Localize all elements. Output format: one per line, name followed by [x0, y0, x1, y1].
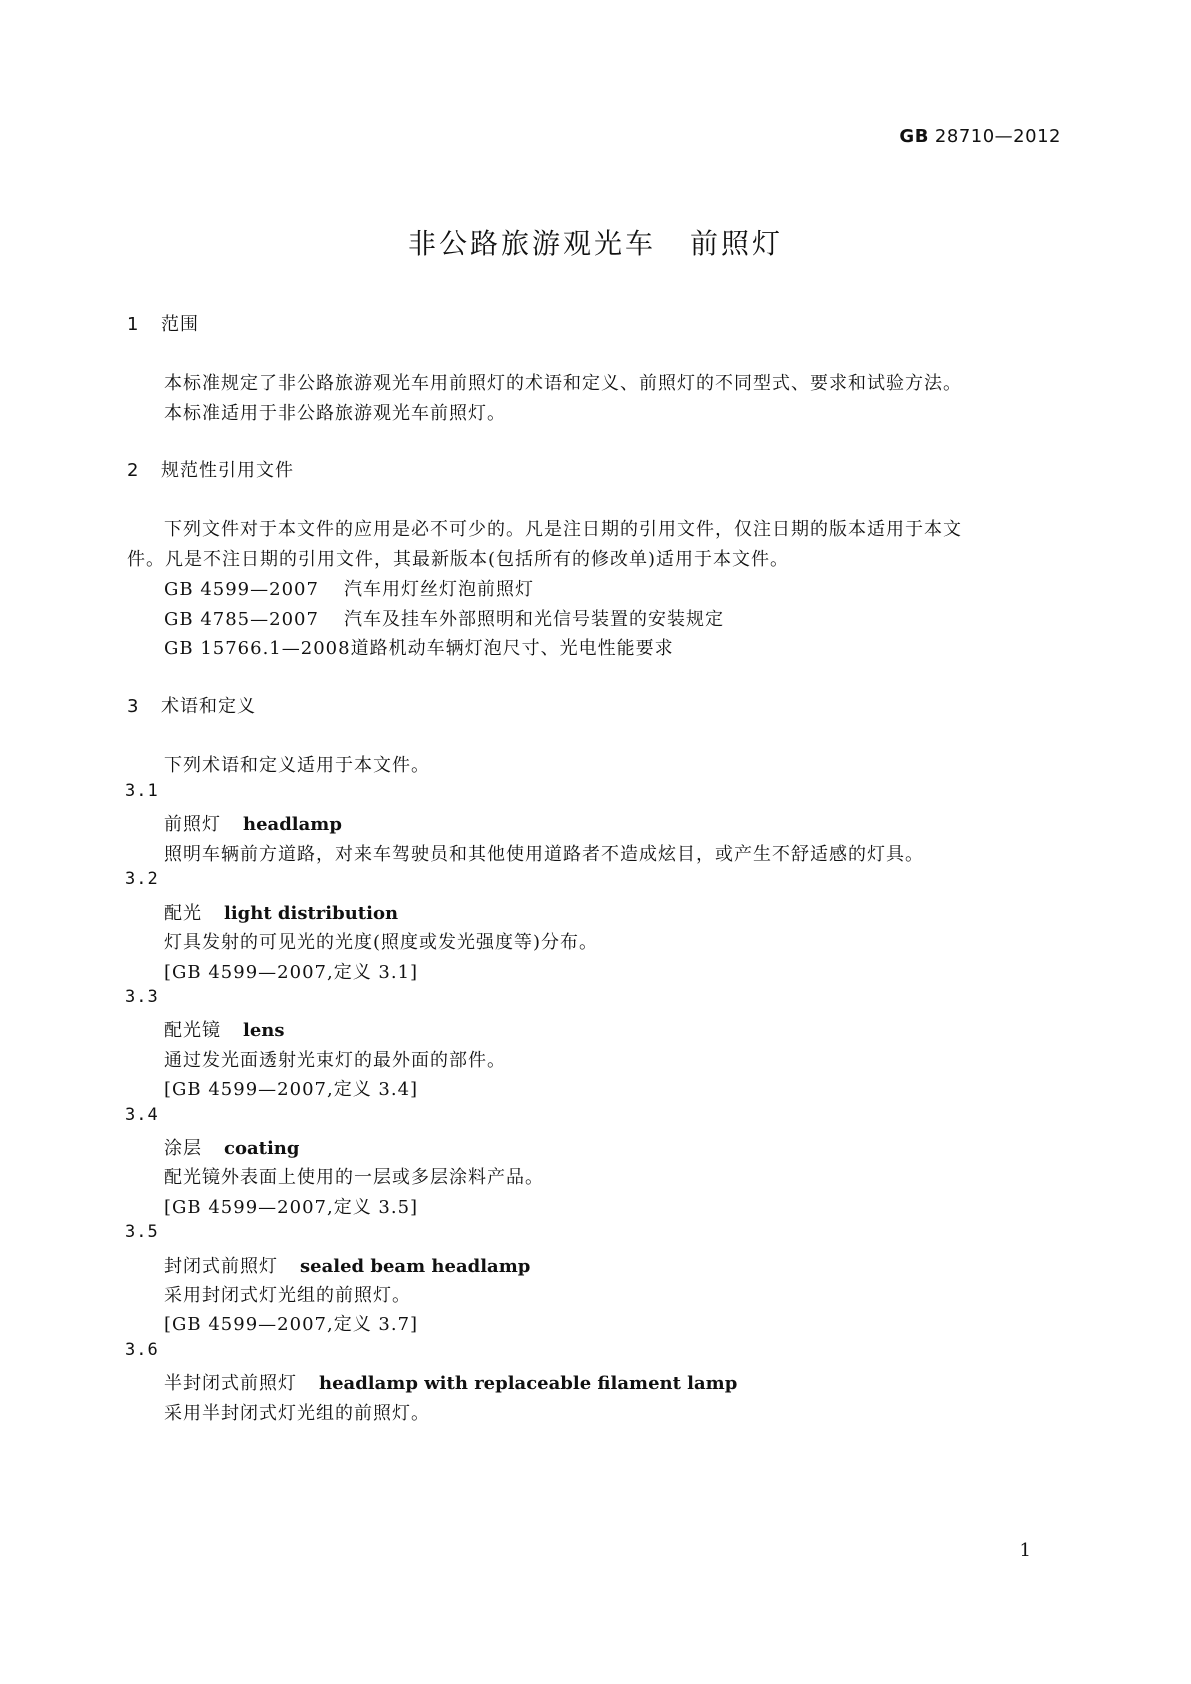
- document-title: [0, 222, 1191, 262]
- section-1-paragraph-2: 本标准适用于非公路旅游观光车前照灯。: [164, 403, 506, 424]
- normative-reference: [164, 605, 724, 631]
- term-definition: 灯具发射的可见光的光度(照度或发光强度等)分布。: [164, 932, 599, 953]
- term-en: headlamp with replaceable filament lamp: [319, 1373, 738, 1394]
- standard-number: [899, 126, 1061, 147]
- section-number: 1: [127, 314, 140, 335]
- standard-code: 28710—2012: [934, 126, 1061, 147]
- term-zh: 配光镜: [164, 1020, 221, 1041]
- normative-reference: [164, 634, 674, 660]
- term-definition: 采用半封闭式灯光组的前照灯。: [164, 1403, 430, 1424]
- term-heading: [164, 1252, 530, 1278]
- term-heading: [164, 1369, 737, 1395]
- reference-code: GB 4785—2007: [164, 609, 319, 630]
- term-source: [GB 4599—2007,定义 3.5]: [164, 1197, 419, 1218]
- term-definition: 照明车辆前方道路，对来车驾驶员和其他使用道路者不造成炫目，或产生不舒适感的灯具。: [164, 844, 924, 865]
- section-3-intro: 下列术语和定义适用于本文件。: [164, 755, 430, 776]
- section-1-heading: [127, 310, 199, 336]
- term-number: 3.2: [125, 869, 159, 889]
- term-source: [GB 4599—2007,定义 3.4]: [164, 1079, 419, 1100]
- term-heading: [164, 899, 398, 925]
- section-2-heading: [127, 456, 294, 482]
- term-heading: [164, 810, 342, 836]
- reference-code: GB 4599—2007: [164, 579, 319, 600]
- term-definition: 采用封闭式灯光组的前照灯。: [164, 1285, 411, 1306]
- term-number: 3.5: [125, 1222, 159, 1242]
- term-zh: 前照灯: [164, 814, 221, 835]
- section-1-paragraph-1: 本标准规定了非公路旅游观光车用前照灯的术语和定义、前照灯的不同型式、要求和试验方法。: [164, 373, 962, 394]
- term-zh: 涂层: [164, 1138, 202, 1159]
- page-number: 1: [1019, 1540, 1031, 1561]
- section-number: 3: [127, 696, 140, 717]
- term-en: headlamp: [243, 814, 342, 835]
- section-2-paragraph-line-2: 件。凡是不注日期的引用文件，其最新版本(包括所有的修改单)适用于本文件。: [127, 549, 790, 570]
- term-zh: 半封闭式前照灯: [164, 1373, 297, 1394]
- term-en: lens: [243, 1020, 285, 1041]
- section-2-paragraph-line-1: 下列文件对于本文件的应用是必不可少的。凡是注日期的引用文件，仅注日期的版本适用于本文: [164, 519, 962, 540]
- term-heading: [164, 1016, 285, 1042]
- reference-title: 汽车用灯丝灯泡前照灯: [344, 579, 534, 600]
- section-number: 2: [127, 460, 140, 481]
- section-title: 规范性引用文件: [161, 460, 294, 481]
- term-definition: 通过发光面透射光束灯的最外面的部件。: [164, 1050, 506, 1071]
- term-zh: 配光: [164, 903, 202, 924]
- term-heading: [164, 1134, 299, 1160]
- term-en: sealed beam headlamp: [300, 1256, 531, 1277]
- normative-reference: [164, 575, 534, 601]
- reference-title: 道路机动车辆灯泡尺寸、光电性能要求: [350, 638, 674, 659]
- term-source: [GB 4599—2007,定义 3.7]: [164, 1314, 419, 1335]
- term-number: 3.4: [125, 1105, 159, 1125]
- section-title: 范围: [161, 314, 199, 335]
- section-title: 术语和定义: [161, 696, 256, 717]
- term-number: 3.1: [125, 781, 159, 801]
- reference-title: 汽车及挂车外部照明和光信号装置的安装规定: [344, 609, 724, 630]
- term-en: light distribution: [224, 903, 399, 924]
- term-number: 3.3: [125, 987, 159, 1007]
- section-3-heading: [127, 692, 256, 718]
- term-en: coating: [224, 1138, 300, 1159]
- standard-prefix: GB: [899, 126, 929, 147]
- title-part-2: 前照灯: [690, 227, 784, 260]
- term-zh: 封闭式前照灯: [164, 1256, 278, 1277]
- term-number: 3.6: [125, 1340, 159, 1360]
- title-part-1: 非公路旅游观光车: [407, 227, 656, 260]
- reference-code: GB 15766.1—2008: [164, 638, 351, 659]
- term-source: [GB 4599—2007,定义 3.1]: [164, 962, 419, 983]
- term-definition: 配光镜外表面上使用的一层或多层涂料产品。: [164, 1167, 544, 1188]
